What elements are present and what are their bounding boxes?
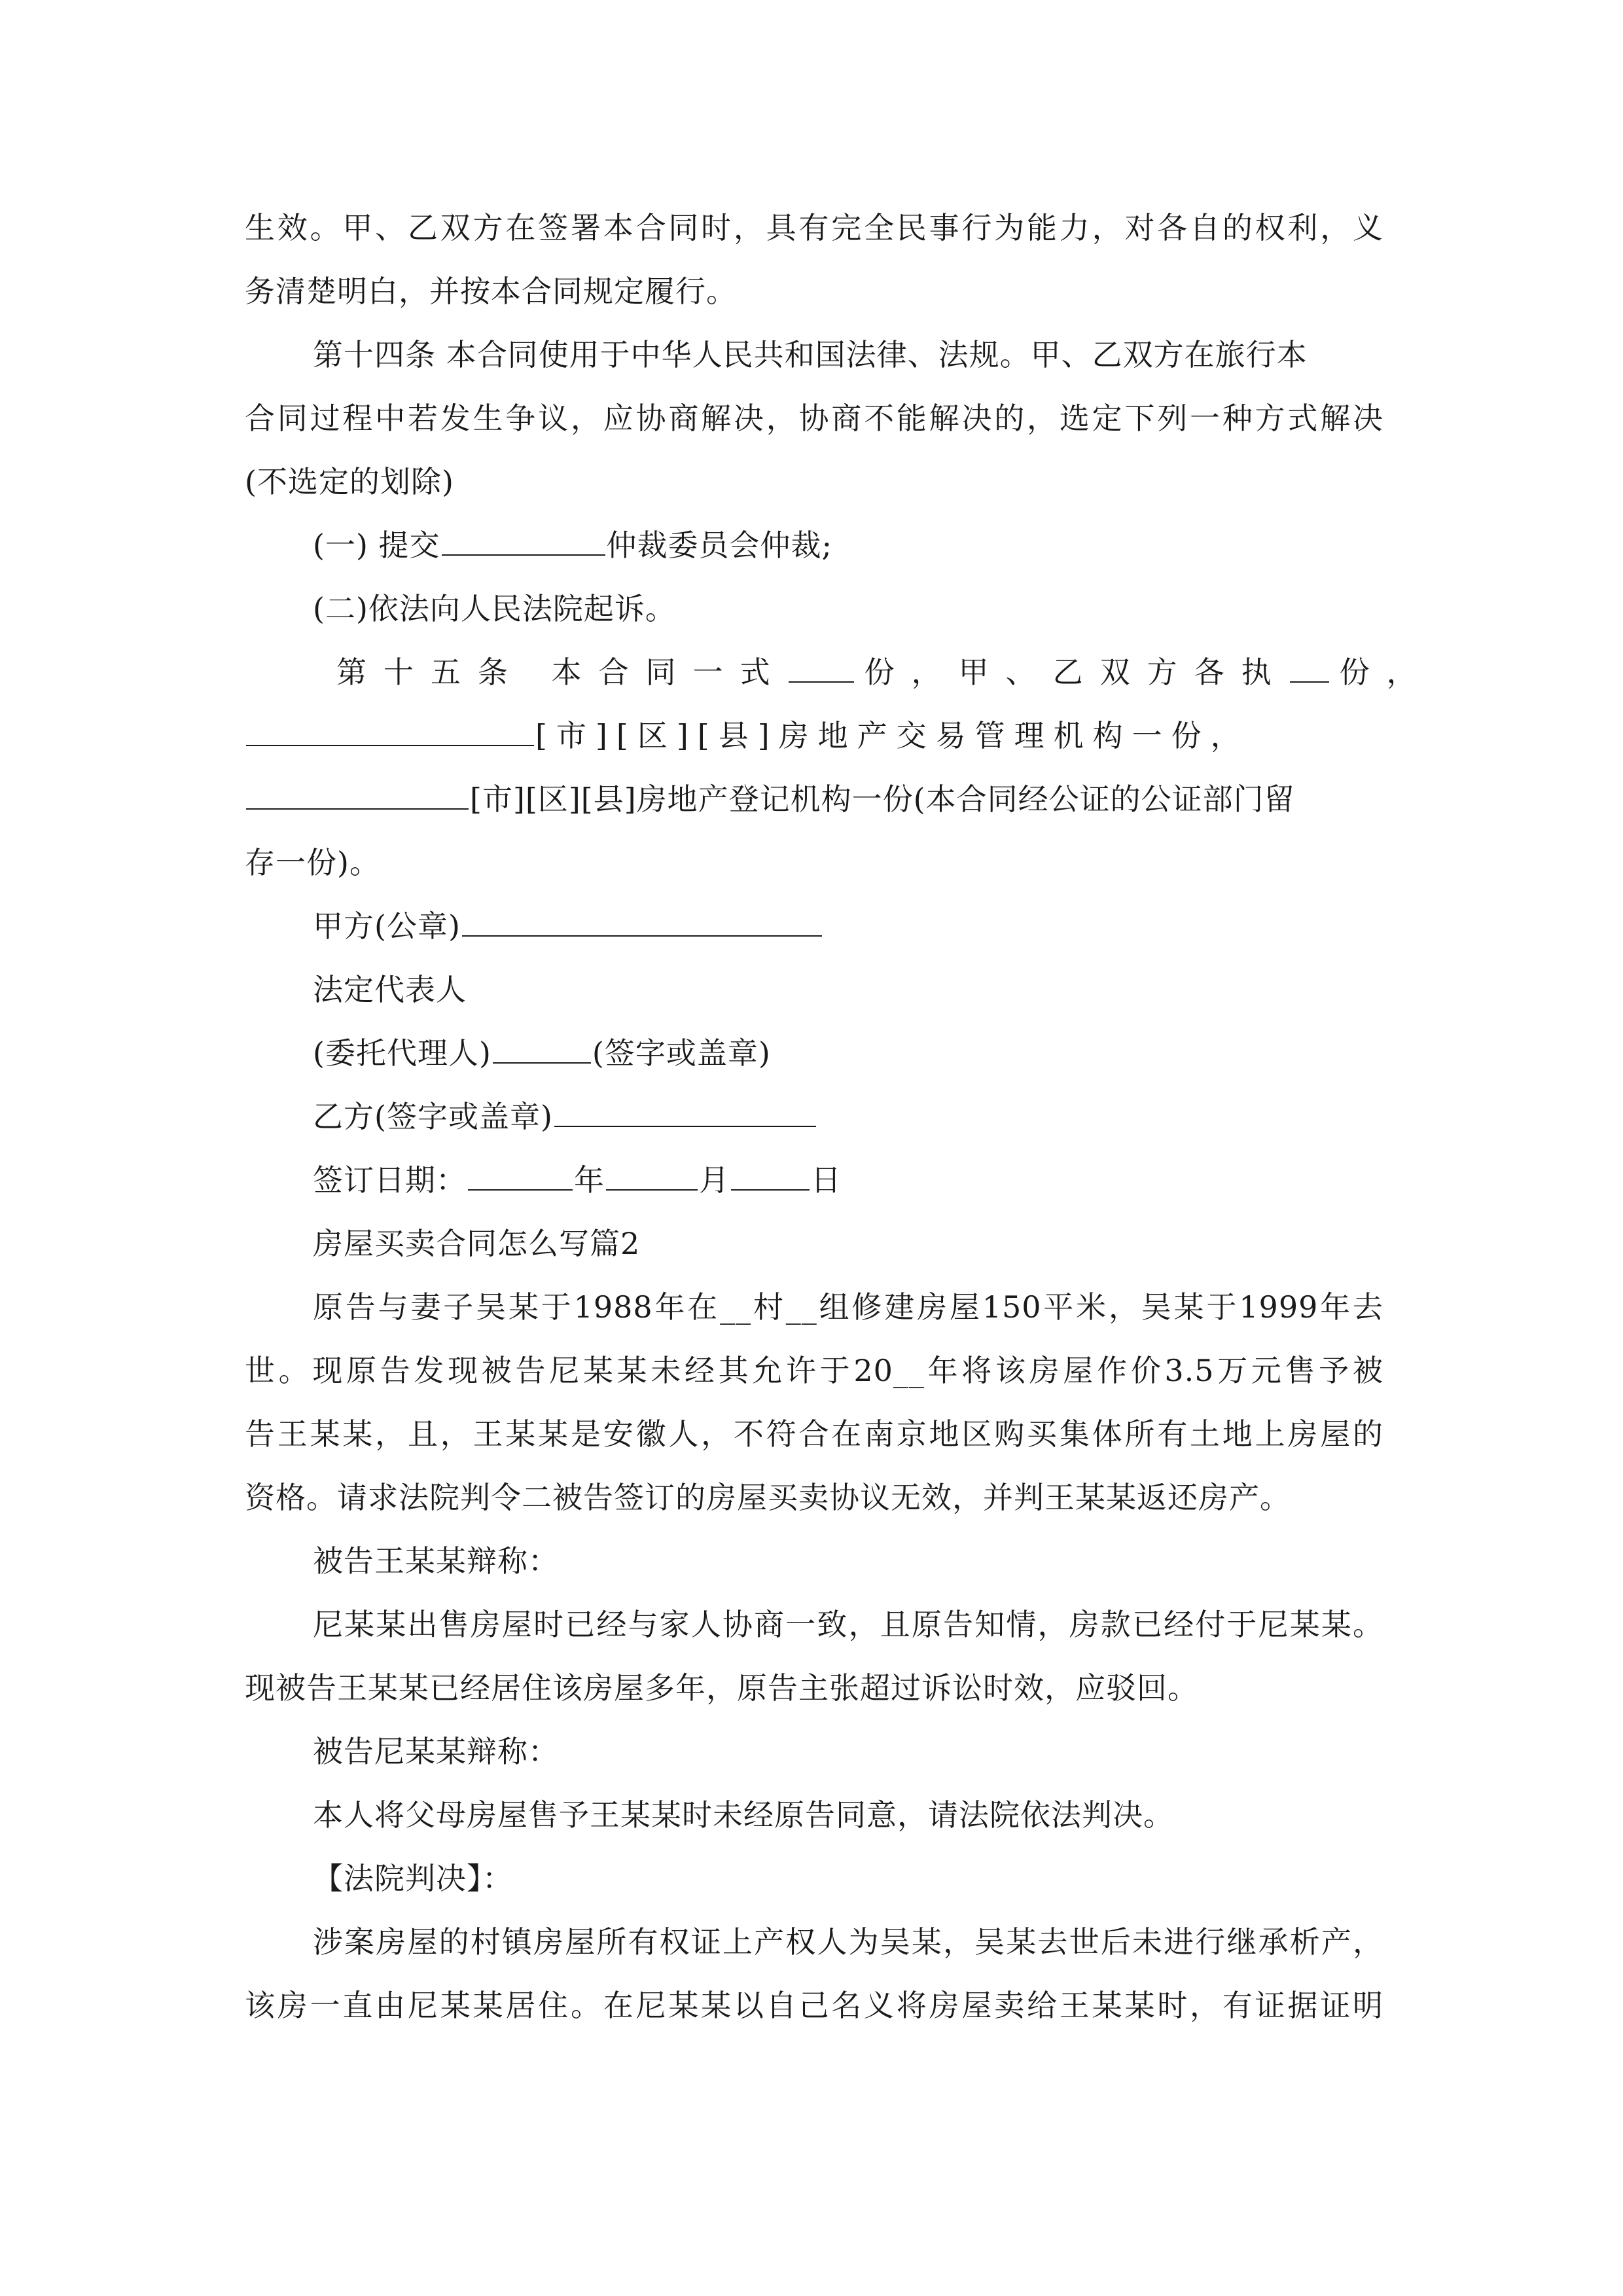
legal-rep-line: 法定代表人 bbox=[313, 972, 467, 1007]
agent-sign-label: (签字或盖章) bbox=[592, 1035, 771, 1071]
paragraph-line: 该房一直由尼某某居住。在尼某某以自己名义将房屋卖给王某某时，有证据证明 bbox=[245, 1988, 1383, 2023]
sign-date-label: 签订日期： bbox=[313, 1162, 467, 1198]
party-b-blank bbox=[554, 1100, 816, 1127]
paragraph-line: 生效。甲、乙双方在签署本合同时，具有完全民事行为能力，对各自的权利，义 bbox=[245, 210, 1383, 245]
agent-label: (委托代理人) bbox=[313, 1035, 491, 1071]
month-blank bbox=[606, 1163, 698, 1191]
paragraph-line: 资格。请求法院判令二被告签订的房屋买卖协议无效，并判王某某返还房产。 bbox=[245, 1480, 1291, 1515]
trade-office-line bbox=[245, 704, 1383, 768]
year-label: 年 bbox=[574, 1162, 605, 1198]
paragraph-line: 务清楚明白，并按本合同规定履行。 bbox=[245, 274, 737, 309]
paragraph-line: 本人将父母房屋售予王某某时未经原告同意，请法院依法判决。 bbox=[313, 1797, 1174, 1833]
copies-each-blank bbox=[1290, 655, 1329, 683]
registry-office-blank bbox=[246, 782, 469, 810]
paragraph-line: 合同过程中若发生争议，应协商解决，协商不能解决的，选定下列一种方式解决 bbox=[245, 401, 1383, 436]
day-blank bbox=[731, 1163, 810, 1191]
article-15-mid: 份，甲、乙双方各执 bbox=[864, 655, 1289, 690]
trade-office-blank bbox=[246, 719, 534, 746]
section-title: 房屋买卖合同怎么写篇2 bbox=[313, 1226, 641, 1261]
option-two-line: (二)依法向人民法院起诉。 bbox=[313, 591, 676, 626]
party-b-label: 乙方(签字或盖章) bbox=[313, 1099, 553, 1134]
party-a-blank bbox=[462, 909, 822, 937]
party-a-label: 甲方(公章) bbox=[313, 908, 461, 944]
option-one-suffix: 仲裁委员会仲裁; bbox=[606, 528, 833, 563]
paragraph-line: 涉案房屋的村镇房屋所有权证上产权人为吴某，吴某去世后未进行继承析产， bbox=[313, 1924, 1383, 1960]
article-15-label: 第十五条 本合同一式 bbox=[336, 655, 787, 690]
paragraph-line: 存一份)。 bbox=[245, 845, 380, 880]
agent-line bbox=[245, 1022, 1383, 1085]
paragraph-line: 原告与妻子吴某于1988年在__村__组修建房屋150平米，吴某于1999年去 bbox=[313, 1289, 1383, 1325]
registry-office-text: [市][区][县]房地产登记机构一份(本合同经公证的公证部门留 bbox=[470, 781, 1295, 817]
paragraph-line: 尼某某出售房屋时已经与家人协商一致，且原告知情，房款已经付于尼某某。 bbox=[313, 1607, 1383, 1642]
party-a-line bbox=[245, 895, 1383, 958]
party-b-line bbox=[245, 1085, 1383, 1149]
defendant-ni-heading: 被告尼某某辩称： bbox=[313, 1734, 559, 1769]
paragraph-line: 世。现原告发现被告尼某某未经其允许于20__年将该房屋作价3.5万元售予被 bbox=[245, 1353, 1383, 1388]
article-14-line: 第十四条 本合同使用于中华人民共和国法律、法规。甲、乙双方在旅行本 bbox=[313, 337, 1308, 372]
article-15-end: 份， bbox=[1339, 655, 1434, 690]
registry-office-line bbox=[245, 768, 1383, 831]
paragraph-line: 告王某某，且，王某某是安徽人，不符合在南京地区购买集体所有土地上房屋的 bbox=[245, 1416, 1383, 1452]
document-page bbox=[245, 196, 1434, 2037]
day-label: 日 bbox=[811, 1162, 842, 1198]
copies-blank bbox=[789, 655, 854, 683]
article-15-line bbox=[245, 641, 1434, 704]
paragraph-line: 现被告王某某已经居住该房屋多年，原告主张超过诉讼时效，应驳回。 bbox=[245, 1670, 1198, 1706]
arbitration-blank bbox=[442, 528, 605, 556]
month-label: 月 bbox=[699, 1162, 730, 1198]
defendant-wang-heading: 被告王某某辩称： bbox=[313, 1543, 559, 1579]
court-judgment-heading: 【法院判决】： bbox=[313, 1861, 513, 1896]
option-one-label: (一) 提交 bbox=[313, 528, 440, 563]
sign-date-line bbox=[245, 1149, 1383, 1212]
trade-office-text: [市][区][县]房地产交易管理机构一份， bbox=[535, 718, 1250, 753]
year-blank bbox=[468, 1163, 573, 1191]
agent-blank bbox=[493, 1036, 591, 1064]
option-one-line bbox=[245, 514, 1383, 577]
paragraph-line: (不选定的划除) bbox=[245, 464, 454, 499]
